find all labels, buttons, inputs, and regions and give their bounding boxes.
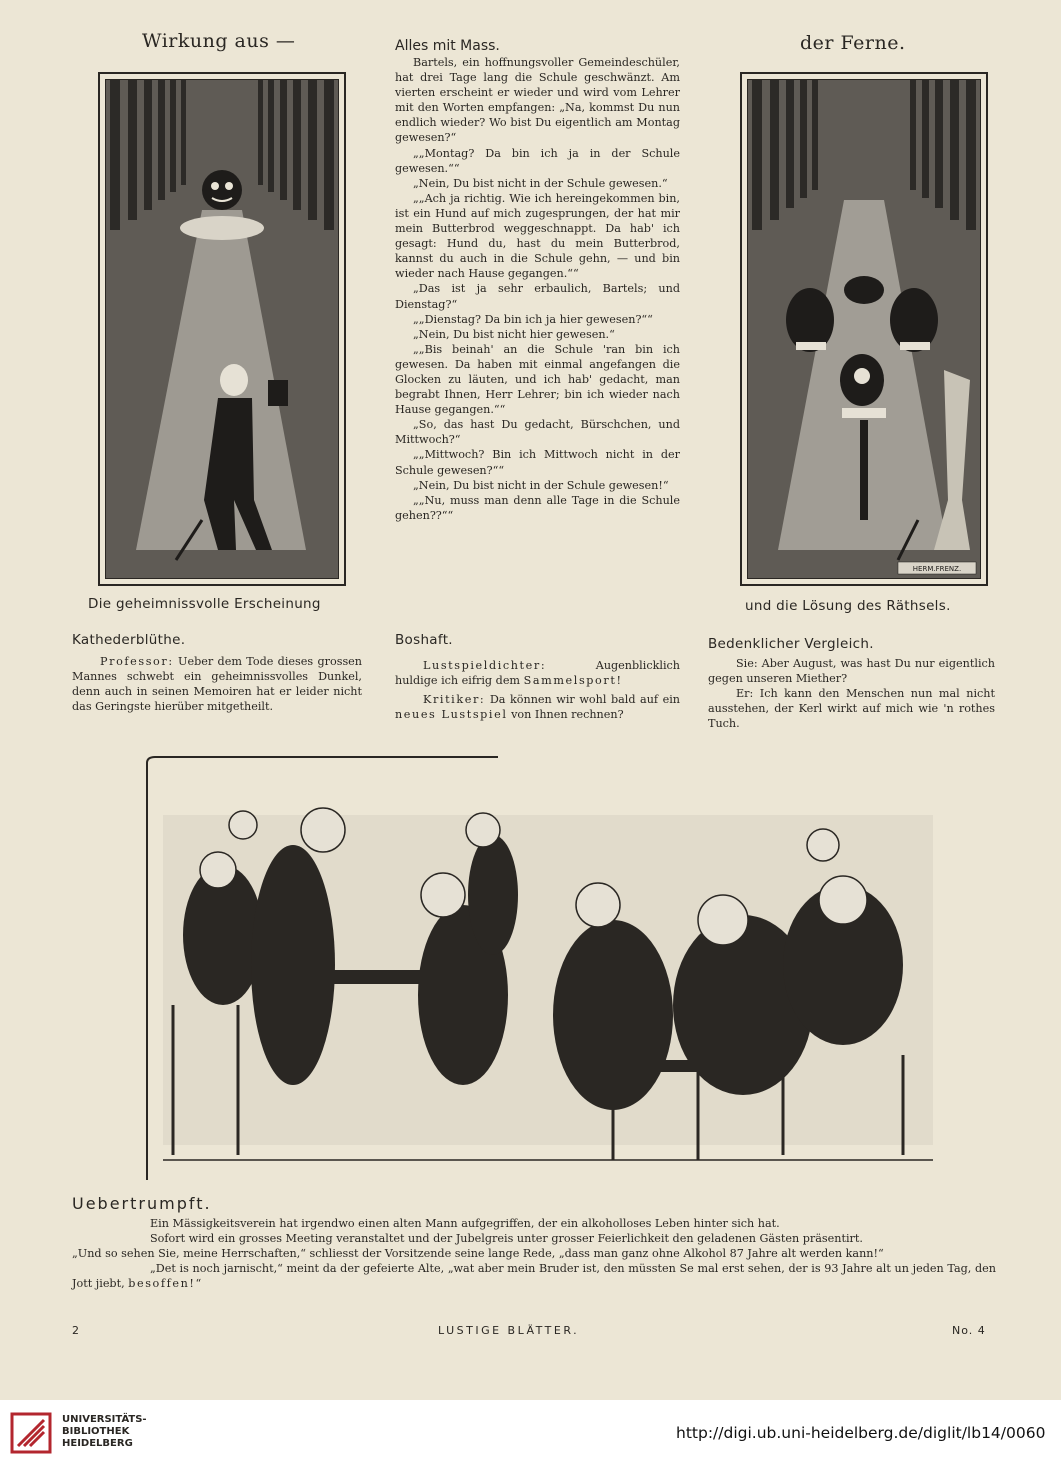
- library-name: [62, 1414, 147, 1450]
- story-paragraph: „Nein, Du bist nicht in der Schule gewesen!“: [413, 478, 669, 492]
- uebertrumpft-text: [72, 1216, 996, 1291]
- section-text: von Ihnen rechnen?: [511, 708, 624, 721]
- emphasis-text: neues Lustspiel: [395, 708, 508, 721]
- library-bar: [0, 1400, 1061, 1467]
- section-title: Kathederblüthe.: [72, 632, 186, 648]
- uebertrumpft-title: Uebertrumpft.: [72, 1194, 212, 1213]
- speaker-label: Professor:: [100, 655, 174, 668]
- section-text: Er: Ich kann den Menschen nun mal nicht ausstehen, der Kerl wirkt auf mich wie 'n rothes Tuch.: [708, 687, 995, 730]
- uebertrumpft-paragraph: „Det is noch jarnischt,“ meint da der gefeierte Alte, „wat aber mein Bruder ist, den müssten Se mal erst sehen, der is 93 Jahre alt un jeden Tag, den Jott jiebt,: [72, 1262, 996, 1290]
- story-paragraph: „So, das hast Du gedacht, Bürschchen, und Mittwoch?“: [395, 418, 680, 447]
- caption-left: Die geheimnissvolle Erscheinung: [88, 596, 321, 612]
- uebertrumpft-paragraph: Ein Mässigkeitsverein hat irgendwo einen alten Mann aufgegriffen, der ein alkoholloses Leben hinter sich hat.: [150, 1217, 780, 1230]
- story-paragraph: „„Montag? Da bin ich ja in der Schule gewesen.““: [395, 146, 680, 175]
- header-right: der Ferne.: [800, 32, 906, 54]
- uebertrumpft-paragraph: Sofort wird ein grosses Meeting veranstaltet und der Jubelgreis unter grosser Feierlichkeit den geladenen Gästen präsentirt.: [150, 1232, 863, 1245]
- section-vergleich: [708, 636, 995, 731]
- illustration-cyclists: [740, 72, 988, 586]
- story-paragraph: „„Dienstag? Da bin ich ja hier gewesen?““: [413, 312, 653, 326]
- magazine-name: LUSTIGE BLÄTTER.: [438, 1324, 580, 1337]
- library-line: HEIDELBERG: [62, 1438, 133, 1449]
- library-url[interactable]: http://digi.ub.uni-heidelberg.de/diglit/lb14/0060: [676, 1424, 1046, 1442]
- story-paragraph: „„Ach ja richtig. Wie ich hereingekommen bin, ist ein Hund auf mich zugesprungen, der hat mir mein Butterbrod weggeschnappt. Da hab' ich gesagt: Hund du, hast du mein Butterbrod, kannst du auch in die Schule gehn, — und bin wieder nach Hause gegangen.““: [395, 191, 680, 281]
- library-line: BIBLIOTHEK: [62, 1426, 130, 1437]
- library-logo-icon: [10, 1412, 52, 1454]
- section-title: Bedenklicher Vergleich.: [708, 636, 874, 652]
- artist-signature: HERM.FRENZ.: [912, 565, 962, 573]
- header-center: Alles mit Mass.: [395, 38, 500, 54]
- story-paragraph: „„Nu, muss man denn alle Tage in die Schule gehen??““: [395, 493, 680, 522]
- illustration-meeting: [143, 755, 943, 1180]
- library-line: UNIVERSITÄTS-: [62, 1414, 147, 1425]
- story-paragraph: „„Mittwoch? Bin ich Mittwoch nicht in der Schule gewesen?““: [395, 448, 680, 477]
- issue-number: No. 4: [952, 1324, 986, 1337]
- ghost-drawing: [106, 80, 338, 578]
- story-paragraph: Bartels, ein hoffnungsvoller Gemeindeschüler, hat drei Tage lang die Schule geschwänzt. Am vierten erscheint er wieder und wird vom Lehrer mit den Worten empfangen: „Na, kommst Du nun endlich wieder? Wo bist Du eigentlich am Montag gewesen?“: [395, 56, 680, 145]
- speaker-label: Kritiker:: [423, 693, 486, 706]
- uebertrumpft-paragraph: „Und so sehen Sie, meine Herrschaften,“ schliesst der Vorsitzende seine lange Rede, „dass man ganz ohne Alkohol 87 Jahre alt werden kann!“: [72, 1247, 884, 1260]
- emphasis-text: besoffen!“: [128, 1277, 203, 1290]
- section-text: Augenblicklich huldige ich eifrig dem: [395, 659, 680, 687]
- story-column: [395, 55, 680, 523]
- section-boshaft: [395, 632, 680, 722]
- section-kathederbluethe: [72, 632, 362, 714]
- cyclists-drawing: [748, 80, 980, 578]
- meeting-drawing: [143, 755, 943, 1180]
- section-text: Da können wir wohl bald auf ein: [489, 693, 680, 706]
- story-paragraph: „Das ist ja sehr erbaulich, Bartels; und Dienstag?“: [395, 282, 680, 311]
- section-text: Sie: Aber August, was hast Du nur eigentlich gegen unseren Miether?: [708, 657, 995, 685]
- story-paragraph: „Nein, Du bist nicht hier gewesen.“: [413, 327, 615, 341]
- illustration-ghost: [98, 72, 346, 586]
- caption-right: und die Lösung des Räthsels.: [745, 598, 951, 614]
- page-number: 2: [72, 1324, 82, 1337]
- section-title: Boshaft.: [395, 632, 453, 648]
- story-paragraph: „Nein, Du bist nicht in der Schule gewesen.“: [413, 176, 668, 190]
- story-paragraph: „„Bis beinah' an die Schule 'ran bin ich gewesen. Da haben mit einmal angefangen die Glocken zu läuten, und ich hab' gedacht, man begrabt Ihnen, Herr Lehrer; bin ich wieder nach Hause gegangen.““: [395, 342, 680, 417]
- section-text: Ueber dem Tode dieses grossen Mannes schwebt ein geheimnissvolles Dunkel, denn auch in seinen Memoiren hat er leider nicht das Geringste hierüber mitgetheilt.: [72, 655, 363, 713]
- speaker-label: Lustspieldichter:: [423, 659, 547, 672]
- header-left: Wirkung aus —: [142, 30, 296, 52]
- emphasis-text: Sammelsport!: [523, 674, 623, 687]
